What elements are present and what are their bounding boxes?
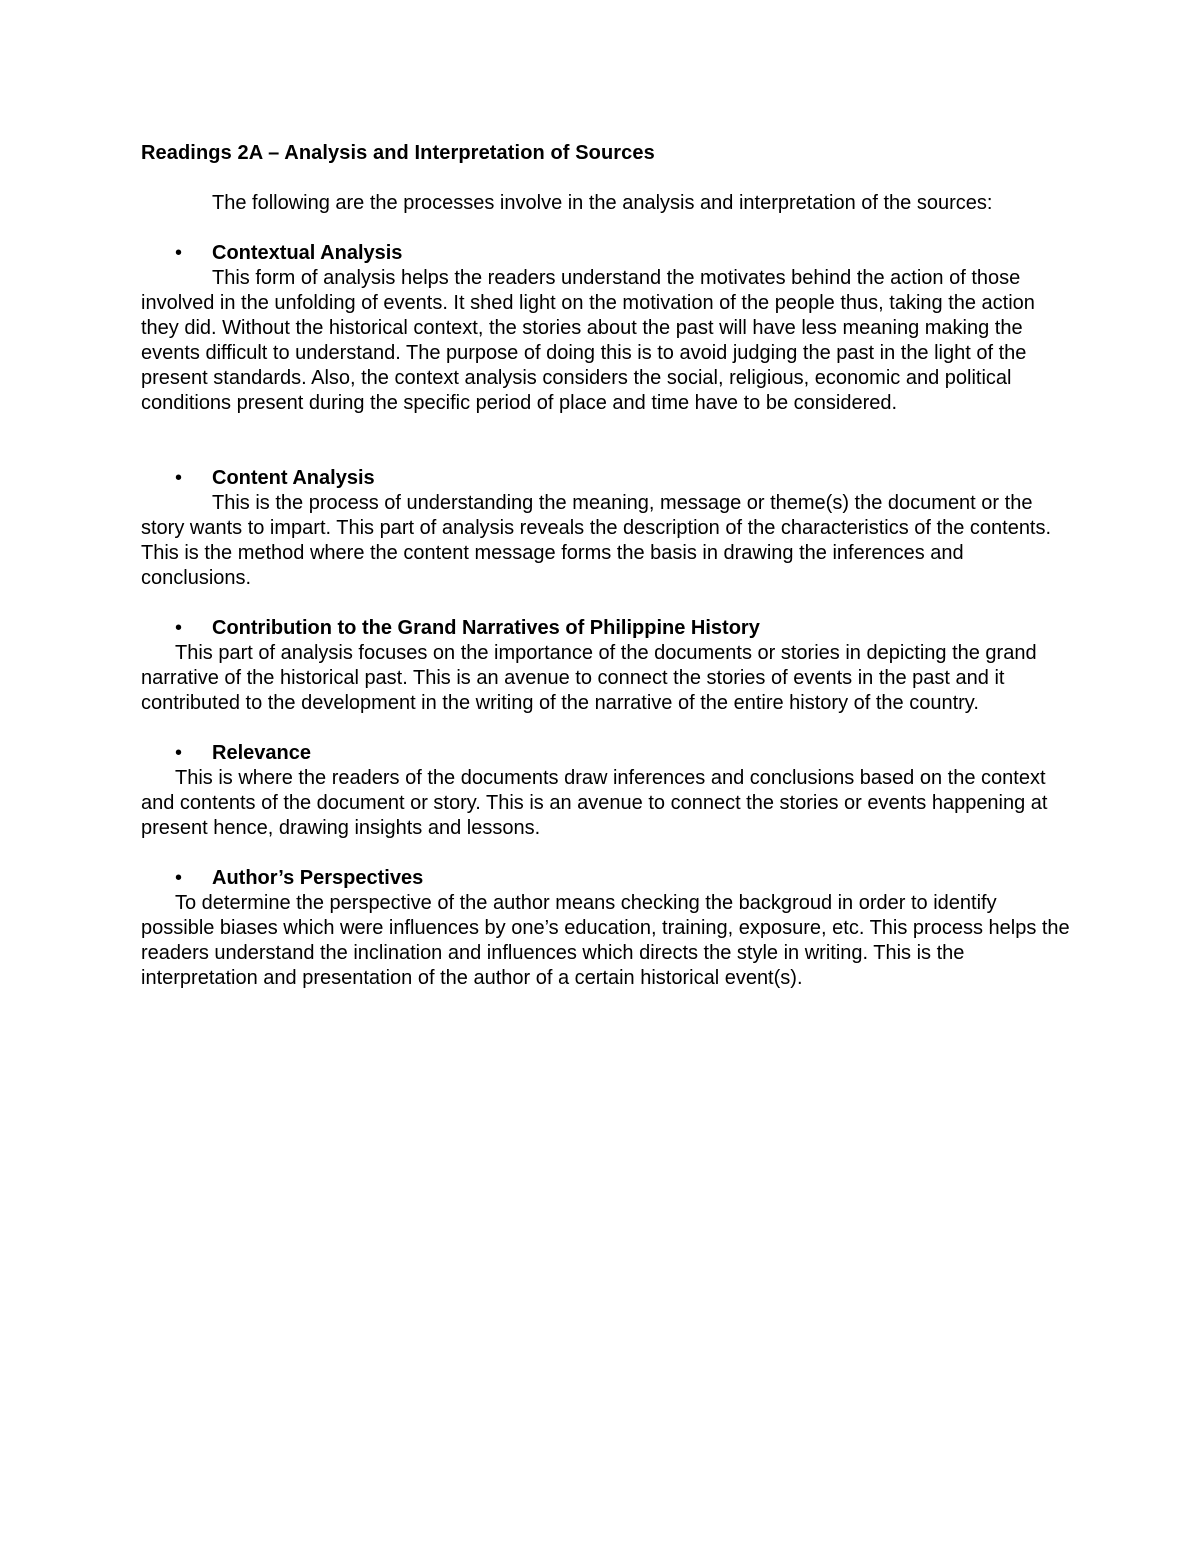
section-heading-row (141, 741, 1071, 766)
section-heading: Relevance (212, 742, 311, 764)
section-body: This is where the readers of the documents draw inferences and conclusions based on the context and contents of the document or story. This is an avenue to connect the stories or events happening at present hence, drawing insights and lessons. (141, 767, 1048, 839)
bullet-icon: • (175, 867, 183, 889)
spacer (141, 416, 1071, 466)
section-body: This is the process of understanding the meaning, message or theme(s) the document or the story wants to impart. This part of analysis reveals the description of the characteristics of the contents. This is the method where the content message forms the basis in drawing the inferences and conclusions. (141, 492, 1052, 589)
spacer (141, 591, 1071, 616)
section-body: This form of analysis helps the readers understand the motivates behind the action of those involved in the unfolding of events. It shed light on the motivation of the people thus, taking the action they did. Without the historical context, the stories about the past will have less meaning making the events difficult to understand. The purpose of doing this is to avoid judging the past in the light of the present standards. Also, the context analysis considers the social, religious, economic and political conditions present during the specific period of place and time have to be considered. (141, 267, 1035, 414)
spacer (141, 841, 1071, 866)
section-heading-row (141, 241, 1071, 266)
section-heading: Author’s Perspectives (212, 867, 424, 889)
section-relevance (141, 741, 1071, 841)
document-title: Readings 2A – Analysis and Interpretation of Sources (141, 142, 655, 164)
bullet-icon: • (175, 742, 183, 764)
section-body: This part of analysis focuses on the importance of the documents or stories in depicting the grand narrative of the historical past. This is an avenue to connect the stories of events in the past and it contributed to the development in the writing of the narrative of the entire history of the country. (141, 642, 1037, 714)
intro-paragraph: The following are the processes involve in the analysis and interpretation of the sources: (212, 192, 993, 214)
section-heading-row (141, 616, 1071, 641)
section-heading: Contribution to the Grand Narratives of Philippine History (212, 617, 760, 639)
section-heading: Contextual Analysis (212, 242, 403, 264)
document-page (141, 141, 1071, 991)
section-contextual-analysis (141, 241, 1071, 416)
section-content-analysis (141, 466, 1071, 591)
section-heading-row (141, 466, 1071, 491)
bullet-icon: • (175, 617, 183, 639)
spacer (141, 716, 1071, 741)
section-grand-narratives (141, 616, 1071, 716)
section-heading: Content Analysis (212, 467, 375, 489)
spacer (141, 216, 1071, 241)
bullet-icon: • (175, 467, 183, 489)
section-body: To determine the perspective of the author means checking the backgroud in order to identify possible biases which were influences by one’s education, training, exposure, etc. This process helps the readers understand the inclination and influences which directs the style in writing. This is the interpretation and presentation of the author of a certain historical event(s). (141, 892, 1070, 989)
bullet-icon: • (175, 242, 183, 264)
section-heading-row (141, 866, 1071, 891)
section-authors-perspectives (141, 866, 1071, 991)
